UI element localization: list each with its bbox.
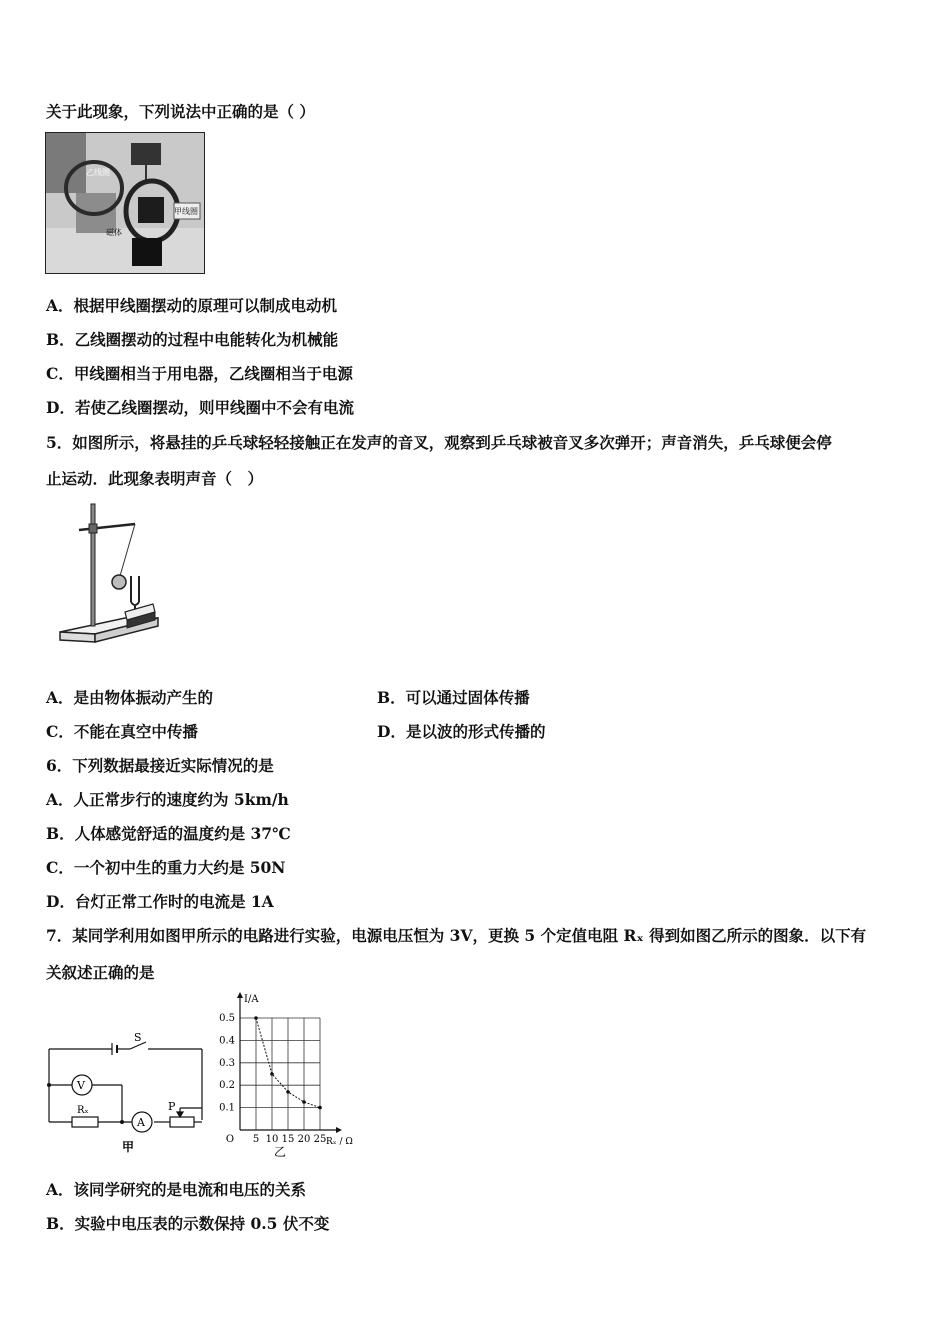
y-axis-arrow	[237, 992, 243, 998]
q4-photo-label: 乙线圈	[86, 168, 110, 177]
y-tick-label: 0.3	[219, 1057, 235, 1069]
q7-circuit-resistor-label: Rₓ	[77, 1105, 89, 1116]
q5-stem-line1: 5．如图所示，将悬挂的乒乓球轻轻接触正在发声的音叉，观察到乒乓球被音叉多次弹开；声音消失，乒乓球便会停	[46, 433, 832, 452]
q7-circuit-ammeter-label: A	[137, 1116, 145, 1129]
data-point	[286, 1090, 290, 1094]
q4-option-b: B．乙线圈摆动的过程中电能转化为机械能	[46, 330, 339, 349]
x-tick-label: 10	[265, 1134, 279, 1145]
y-tick-label: 0.5	[219, 1013, 235, 1024]
q4-option-c: C．甲线圈相当于用电器，乙线圈相当于电源	[46, 364, 353, 383]
x-axis-arrow	[336, 1127, 342, 1133]
chart-title: 乙	[273, 1145, 287, 1158]
q4-photo-drawing	[46, 133, 204, 273]
y-tick-label: 0.4	[219, 1035, 235, 1047]
q5-option-d: D．是以波的形式传播的	[377, 722, 546, 741]
q5-option-b: B．可以通过固体传播	[377, 688, 530, 707]
data-point	[318, 1106, 322, 1110]
x-tick-label: 25	[313, 1134, 327, 1145]
q7-graph	[210, 988, 370, 1162]
q6-option-c: C．一个初中生的重力大约是 50N	[46, 858, 286, 877]
q5-option-a: A．是由物体振动产生的	[46, 688, 214, 707]
q6-stem: 6．下列数据最接近实际情况的是	[46, 756, 274, 775]
q5-tuning-fork-figure	[55, 500, 170, 652]
q4-option-a: A．根据甲线圈摆动的原理可以制成电动机	[46, 296, 338, 315]
q7-circuit-diagram	[44, 1030, 209, 1164]
x-tick-label: 15	[281, 1134, 295, 1145]
data-point	[270, 1072, 274, 1076]
q6-option-d: D．台灯正常工作时的电流是 1A	[46, 892, 274, 911]
q4-photo	[45, 132, 205, 274]
q7-circuit-slider-label: P	[168, 1100, 176, 1113]
q7-stem-line1: 7．某同学利用如图甲所示的电路进行实验，电源电压恒为 3V，更换 5 个定值电阻 Rₓ 得到如图乙所示的图象．以下有	[46, 926, 867, 945]
q5-stem-line2: 止运动．此现象表明声音（ ）	[46, 469, 264, 488]
x-tick-label: 20	[297, 1134, 311, 1145]
q4-stem: 关于此现象，下列说法中正确的是（ ）	[46, 102, 315, 121]
q4-photo-label: 甲线圈	[174, 207, 198, 216]
y-tick-label: 0.2	[219, 1080, 235, 1092]
q5-option-c: C．不能在真空中传播	[46, 722, 198, 741]
q7-option-a: A．该同学研究的是电流和电压的关系	[46, 1180, 307, 1199]
x-tick-label: 5	[252, 1134, 260, 1145]
q4-photo-label: 磁体	[106, 228, 122, 237]
q6-option-b: B．人体感觉舒适的温度约是 37℃	[46, 824, 291, 843]
q6-option-a: A．人正常步行的速度约为 5km/h	[46, 790, 289, 809]
q7-option-b: B．实验中电压表的示数保持 0.5 伏不变	[46, 1214, 330, 1233]
origin-label: O	[225, 1134, 235, 1145]
y-axis-label: I/A	[244, 994, 259, 1005]
q7-circuit-figure-label: 甲	[122, 1140, 135, 1154]
q7-circuit-drawing	[44, 1030, 209, 1160]
q4-option-d: D．若使乙线圈摆动，则甲线圈中不会有电流	[46, 398, 354, 417]
q7-graph-svg	[210, 988, 370, 1158]
q7-circuit-voltmeter-label: V	[77, 1079, 85, 1092]
data-point	[254, 1016, 258, 1020]
q7-circuit-switch-label: S	[134, 1031, 142, 1044]
q5-figure-drawing	[55, 500, 170, 648]
q7-stem-line2: 关叙述正确的是	[46, 963, 155, 982]
data-point	[302, 1100, 306, 1104]
y-tick-label: 0.1	[219, 1102, 235, 1114]
x-axis-label: Rₓ / Ω	[326, 1137, 353, 1147]
